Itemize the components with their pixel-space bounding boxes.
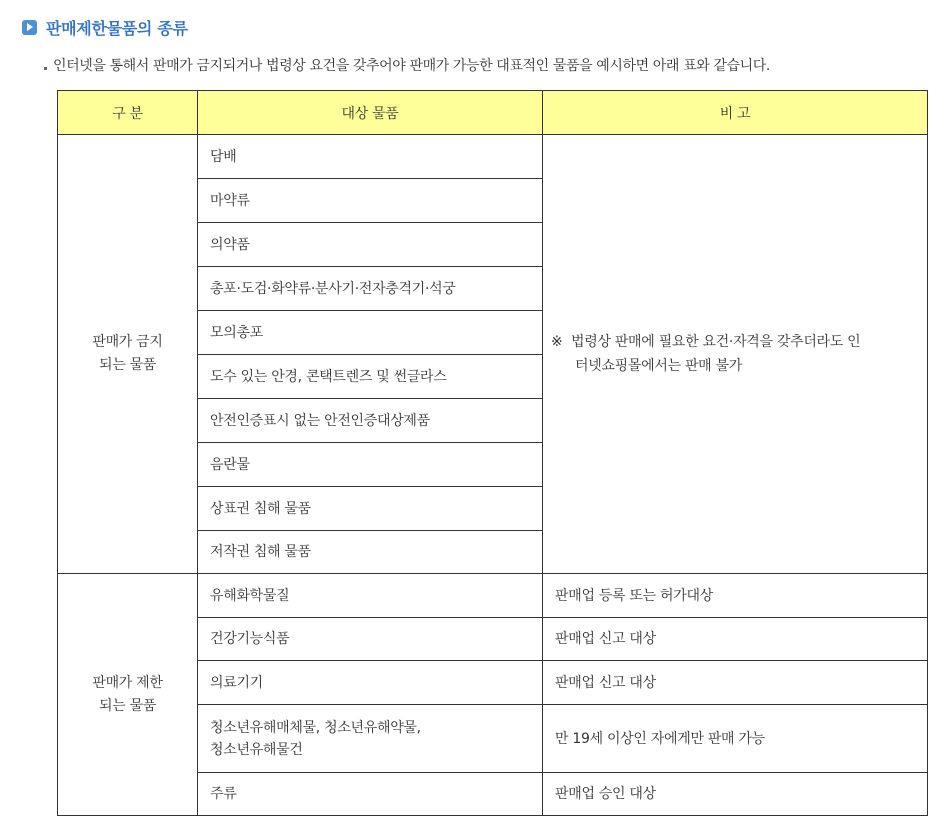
remark-cell: 판매업 신고 대상 bbox=[543, 618, 928, 661]
item-line-1: 청소년유해매체물, 청소년유해약물, bbox=[210, 719, 421, 736]
item-cell bbox=[198, 705, 543, 773]
header-category: 구 분 bbox=[58, 91, 198, 135]
item-cell: 총포·도검·화약류·분사기·전자충격기·석궁 bbox=[198, 267, 543, 311]
item-cell: 저작권 침해 물품 bbox=[198, 531, 543, 574]
item-line-2: 청소년유해물건 bbox=[210, 741, 303, 758]
note-line-1: 법령상 판매에 필요한 요건·자격을 갖추더라도 인 bbox=[571, 334, 861, 350]
restricted-items-table bbox=[57, 90, 928, 816]
remark-cell: 판매업 승인 대상 bbox=[543, 773, 928, 816]
intro-sentence: 인터넷을 통해서 판매가 금지되거나 법령상 요건을 갖추어야 판매가 가능한 대표적인 물품을 예시하면 아래 표와 같습니다. bbox=[53, 58, 770, 74]
table-header-row bbox=[58, 91, 928, 135]
category-restricted: 판매가 제한 되는 물품 bbox=[58, 574, 198, 816]
prohibited-note bbox=[543, 135, 928, 574]
item-cell: 담배 bbox=[198, 135, 543, 179]
item-cell: 음란물 bbox=[198, 443, 543, 487]
note-line-2: 터넷쇼핑몰에서는 판매 불가 bbox=[575, 358, 742, 374]
item-cell: 도수 있는 안경, 콘택트렌즈 및 썬글라스 bbox=[198, 355, 543, 399]
item-cell: 유해화학물질 bbox=[198, 574, 543, 618]
header-items: 대상 물품 bbox=[198, 91, 543, 135]
category-prohibited: 판매가 금지 되는 물품 bbox=[58, 135, 198, 574]
item-cell: 건강기능식품 bbox=[198, 618, 543, 661]
item-cell: 마약류 bbox=[198, 179, 543, 223]
table-row bbox=[58, 574, 928, 618]
header-remarks: 비 고 bbox=[543, 91, 928, 135]
intro-text bbox=[44, 55, 770, 75]
item-cell: 상표권 침해 물품 bbox=[198, 487, 543, 531]
item-cell: 의약품 bbox=[198, 223, 543, 267]
section-heading bbox=[22, 16, 188, 38]
item-cell: 모의총포 bbox=[198, 311, 543, 355]
remark-cell: 판매업 등록 또는 허가대상 bbox=[543, 574, 928, 618]
play-square-icon bbox=[22, 20, 37, 35]
reference-mark: ※ bbox=[551, 334, 563, 350]
remark-cell: 만 19세 이상인 자에게만 판매 가능 bbox=[543, 705, 928, 773]
item-cell: 의료기기 bbox=[198, 661, 543, 705]
item-cell: 주류 bbox=[198, 773, 543, 816]
section-title: 판매제한물품의 종류 bbox=[46, 18, 188, 38]
remark-cell: 판매업 신고 대상 bbox=[543, 661, 928, 705]
table-row bbox=[58, 135, 928, 179]
item-cell: 안전인증표시 없는 안전인증대상제품 bbox=[198, 399, 543, 443]
bullet-icon bbox=[44, 67, 47, 70]
